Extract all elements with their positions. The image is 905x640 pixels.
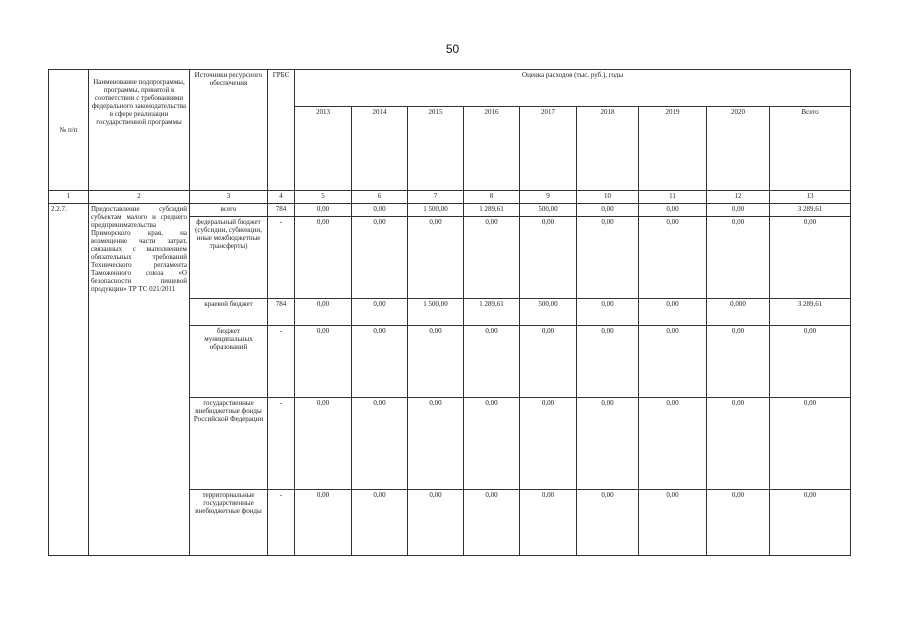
value-cell: 0,00: [352, 490, 408, 556]
index-cell: 6: [352, 190, 408, 203]
index-cell: 5: [295, 190, 352, 203]
value-cell: 0,00: [639, 298, 707, 326]
value-cell: 0,00: [464, 216, 520, 298]
value-cell: 0,00: [464, 398, 520, 490]
index-cell: 11: [639, 190, 707, 203]
value-cell: 0,00: [520, 398, 577, 490]
value-cell: 0,00: [520, 326, 577, 398]
value-cell: 0,00: [707, 398, 770, 490]
value-cell: 1 500,00: [408, 298, 464, 326]
value-cell: 0,00: [639, 490, 707, 556]
value-cell: 0,00: [639, 326, 707, 398]
source-cell: всего: [190, 204, 268, 216]
header-row: [49, 70, 851, 107]
source-cell: государственные внебюджетные фонды Российской Федерации: [190, 398, 268, 490]
total-cell: 0,00: [770, 326, 851, 398]
grbs-cell: -: [268, 398, 295, 490]
header-year: 2013: [295, 106, 352, 190]
index-cell: 1: [49, 190, 89, 203]
item-number: 2.2.7.: [49, 204, 89, 556]
source-cell: федеральный бюджет (субсидии, субвенции, иные межбюджетные трансферты): [190, 216, 268, 298]
value-cell: 500,00: [520, 298, 577, 326]
value-cell: 0,00: [295, 326, 352, 398]
header-sources: Источники ресурсного обеспечения: [190, 70, 268, 191]
header-total: Всего: [770, 106, 851, 190]
grbs-cell: 784: [268, 204, 295, 216]
index-cell: 7: [408, 190, 464, 203]
header-year: 2016: [464, 106, 520, 190]
total-cell: 0,00: [770, 398, 851, 490]
total-cell: 3 289,61: [770, 204, 851, 216]
source-cell: краевой бюджет: [190, 298, 268, 326]
total-cell: 0,00: [770, 216, 851, 298]
header-year: 2017: [520, 106, 577, 190]
index-cell: 13: [770, 190, 851, 203]
index-cell: 4: [268, 190, 295, 203]
value-cell: 0,00: [464, 490, 520, 556]
value-cell: 0,00: [352, 326, 408, 398]
item-name: Предоставление субсидий субъектам малого и среднего предпринимательства Приморского края, на возмещение части затрат, связанных с выполнением обязательных требований Технического регламента Таможенного союза «О безопасности пищевой продукции» ТР ТС 021/2011: [89, 204, 190, 556]
value-cell: 1 289,61: [464, 298, 520, 326]
value-cell: 0,00: [408, 490, 464, 556]
table-row: [49, 204, 851, 216]
grbs-cell: -: [268, 490, 295, 556]
value-cell: 0,00: [577, 298, 639, 326]
header-year: 2015: [408, 106, 464, 190]
index-cell: 10: [577, 190, 639, 203]
value-cell: 0,00: [707, 490, 770, 556]
value-cell: 0,00: [707, 216, 770, 298]
header-number: № п/п: [49, 70, 89, 191]
index-cell: 2: [89, 190, 190, 203]
value-cell: 1 500,00: [408, 204, 464, 216]
total-cell: 0,00: [770, 490, 851, 556]
value-cell: 1 289,61: [464, 204, 520, 216]
value-cell: 0,00: [295, 298, 352, 326]
value-cell: 0,00: [577, 204, 639, 216]
index-cell: 8: [464, 190, 520, 203]
value-cell: 0,00: [352, 298, 408, 326]
header-year: 2018: [577, 106, 639, 190]
grbs-cell: -: [268, 326, 295, 398]
value-cell: 0,00: [707, 326, 770, 398]
value-cell: 0,00: [408, 326, 464, 398]
value-cell: 0,00: [408, 216, 464, 298]
header-year: 2020: [707, 106, 770, 190]
value-cell: 500,00: [520, 204, 577, 216]
value-cell: 0,000: [707, 298, 770, 326]
value-cell: 0,00: [577, 398, 639, 490]
header-estimate: Оценка расходов (тыс. руб.), годы: [295, 70, 851, 107]
grbs-cell: 784: [268, 298, 295, 326]
value-cell: 0,00: [295, 204, 352, 216]
index-cell: 3: [190, 190, 268, 203]
value-cell: 0,00: [577, 490, 639, 556]
source-cell: бюджет муниципальных образований: [190, 326, 268, 398]
grbs-cell: -: [268, 216, 295, 298]
header-year: 2019: [639, 106, 707, 190]
total-cell: 3 289,61: [770, 298, 851, 326]
header-year: 2014: [352, 106, 408, 190]
index-cell: 12: [707, 190, 770, 203]
value-cell: 0,00: [520, 490, 577, 556]
value-cell: 0,00: [352, 398, 408, 490]
index-row: [49, 190, 851, 203]
value-cell: 0,00: [464, 326, 520, 398]
source-cell: территориальные государственные внебюджетные фонды: [190, 490, 268, 556]
page-number: 50: [445, 42, 460, 56]
value-cell: 0,00: [295, 216, 352, 298]
value-cell: 0,00: [295, 398, 352, 490]
header-program-name: Наименование подпрограммы, программы, принятой в соответствии с требованиями федерального законодательства в сфере реализации государственной программы: [89, 70, 190, 191]
value-cell: 0,00: [577, 326, 639, 398]
value-cell: 0,00: [707, 204, 770, 216]
value-cell: 0,00: [639, 398, 707, 490]
value-cell: 0,00: [577, 216, 639, 298]
index-cell: 9: [520, 190, 577, 203]
value-cell: 0,00: [408, 398, 464, 490]
value-cell: 0,00: [639, 204, 707, 216]
header-grbs: ГРБС: [268, 70, 295, 191]
budget-table: [48, 69, 851, 556]
value-cell: 0,00: [352, 216, 408, 298]
value-cell: 0,00: [639, 216, 707, 298]
value-cell: 0,00: [520, 216, 577, 298]
value-cell: 0,00: [295, 490, 352, 556]
value-cell: 0,00: [352, 204, 408, 216]
